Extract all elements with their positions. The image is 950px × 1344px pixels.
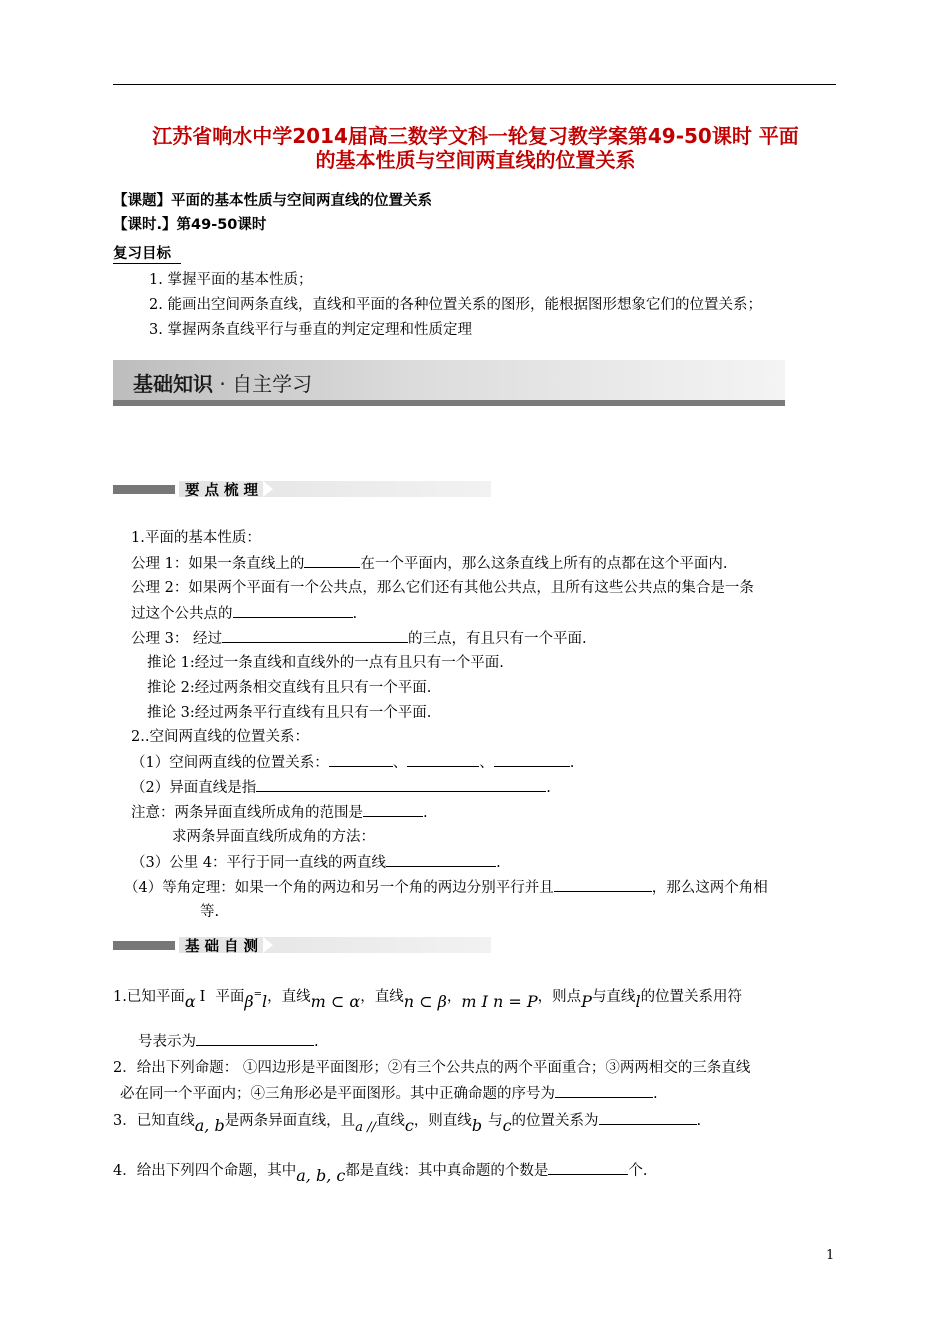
section-heading-self-test [113,937,491,953]
q1-p6: ，则点 [537,989,582,1005]
q1-eq: = [253,989,263,1000]
sep-2: 、 [479,755,494,771]
q1-p2: 平面 [215,989,245,1005]
topic-line [113,191,432,211]
q1-p1: 1.已知平面 [113,989,185,1005]
q1-p8: 的位置关系用符 [640,989,743,1005]
section-banner [113,360,785,406]
q4-abc: a, b, c [296,1166,346,1185]
q1-n-sub: n ⊂ β [403,992,447,1011]
review-goals-heading: 复习目标 [113,246,171,262]
q3-p6: 的位置关系为 [511,1113,599,1129]
blank-skew[interactable] [256,777,546,792]
goal-item-1: 1. 掌握平面的基本性质； [149,272,313,288]
period-label: 【课时.】 [113,217,177,233]
s1-relations [131,752,574,773]
q3-p1: 3．已知直线 [113,1113,195,1129]
page-number: 1 [826,1248,835,1263]
blank-q4[interactable] [548,1160,628,1175]
s1-line-1: 1.平面的基本性质： [131,530,261,546]
axiom2-end: . [352,606,358,622]
blank-relation-1[interactable] [329,752,393,767]
heading-underline [113,263,181,264]
question-3 [113,1110,702,1135]
axiom4-a: （3）公里 4：平行于同一直线的两直线 [131,855,387,871]
top-rule [113,84,836,85]
q3-c: c [404,1116,414,1135]
q1-end: . [314,1034,319,1050]
note-a: 注意：两条异面直线所成角的范围是 [131,805,363,821]
topic-text: 平面的基本性质与空间两直线的位置关系 [171,193,432,209]
q1-line2: 号表示为 [138,1034,196,1050]
q3-p5: 与 [488,1113,503,1129]
blank-q1[interactable] [196,1031,314,1046]
s1-axiom-2-cont [131,603,357,624]
title-line-2: 的基本性质与空间两直线的位置关系 [315,148,636,172]
q1-m-sub: m ⊂ α [310,992,361,1011]
key-points-title: 要点梳理 [185,483,263,499]
period-text: 第49-50课时 [176,217,267,233]
q4-p1: 4．给出下列四个命题，其中 [113,1163,297,1179]
document-title [113,124,838,172]
period-line [113,215,266,235]
q3-p4: ，则直线 [413,1113,472,1129]
blank-equal-angle[interactable] [554,877,652,892]
q3-apar: a // [355,1120,376,1135]
skew-a: （2）异面直线是指 [131,780,257,796]
blank-q3[interactable] [599,1110,697,1125]
relations-a: （1）空间两直线的位置关系： [131,755,329,771]
banner-dot: · [213,372,233,396]
axiom2-a: 过这个公共点的 [131,606,233,622]
blank-relation-2[interactable] [407,752,479,767]
q2-line2: 必在同一个平面内；④三角形必是平面图形。其中正确命题的序号为 [120,1086,555,1102]
q2-end: . [653,1086,658,1102]
relations-end: . [569,755,575,771]
corollary-1: 推论 1:经过一条直线和直线外的一点有且只有一个平面. [147,655,504,671]
s1-line-2: 2..空间两直线的位置关系： [131,729,309,745]
goal-item-3: 3. 掌握两条直线平行与垂直的判定定理和性质定理 [149,322,472,338]
q1-p7: 与直线 [591,989,636,1005]
q1-P: P [581,992,592,1011]
s1-skew-def [131,777,551,798]
q1-p3: ，直线 [267,989,311,1005]
corollary-3: 推论 3:经过两条平行直线有且只有一个平面. [147,705,432,721]
blank-axiom3[interactable] [222,628,408,643]
s1-equal-angle-cont: 等. [200,904,220,920]
q1-p4: ，直线 [360,989,404,1005]
q4-p2: 都是直线：其中真命题的个数是 [345,1163,549,1179]
section-heading-key-points [113,481,491,497]
q3-ab: a, b [194,1116,225,1135]
question-4 [113,1160,648,1185]
axiom4-end: . [496,855,501,871]
q1-mn: m I n = P [461,992,538,1011]
question-2-cont [120,1083,658,1104]
q1-p5: ， [446,989,462,1005]
s1-method: 求两条异面直线所成角的方法： [172,829,375,845]
blank-angle-range[interactable] [363,802,423,817]
sep-1: 、 [392,755,408,771]
goal-item-2: 2. 能画出空间两条直线，直线和平面的各种位置关系的图形，能根据图形想象它们的位置关系； [149,297,762,313]
q3-p2: 是两条异面直线，且 [224,1113,356,1129]
q1-cap: I [199,989,206,1005]
s1-equal-angle [124,877,768,898]
skew-end: . [546,780,551,796]
q1-beta: β [244,992,254,1011]
q4-end: 个. [628,1163,648,1179]
equal-angle-a: （4）等角定理：如果一个角的两边和另一个角的两边分别平行并且 [124,880,554,896]
question-1-cont [138,1031,319,1052]
blank-relation-3[interactable] [494,752,570,767]
topic-label: 【课题】 [113,193,171,209]
q1-alpha: α [184,992,196,1011]
self-test-title: 基础自测 [185,939,263,955]
q3-b: b [471,1116,483,1135]
title-line-1: 江苏省响水中学2014届高三数学文科一轮复习教学案第49-50课时 平面 [152,124,799,148]
banner-main: 基础知识 [133,372,213,396]
equal-angle-b: ，那么这两个角相 [651,880,768,896]
blank-axiom2[interactable] [233,603,353,618]
s1-note [131,802,428,823]
blank-axiom4[interactable] [386,852,496,867]
axiom1-a: 公理 1：如果一条直线上的 [131,556,305,572]
q3-end: . [696,1113,702,1129]
s1-axiom-3 [131,628,587,649]
corollary-2: 推论 2:经过两条相交直线有且只有一个平面. [147,680,432,696]
s1-axiom-2: 公理 2：如果两个平面有一个公共点，那么它们还有其他公共点，且所有这些公共点的集合是一条 [131,580,754,596]
s1-axiom-1 [131,553,727,574]
blank-axiom1[interactable] [304,553,360,568]
s1-axiom-4 [131,852,501,873]
blank-q2[interactable] [555,1083,653,1098]
question-1 [113,986,742,1009]
axiom3-b: 的三点，有且只有一个平面. [407,631,587,647]
q1-l: l [262,992,268,1011]
q3-p3: 直线 [375,1113,405,1129]
q3-c2: c [502,1116,512,1135]
note-end: . [423,805,428,821]
q1-l2: l [635,992,641,1011]
axiom3-a: 公理 3： 经过 [131,631,222,647]
axiom1-b: 在一个平面内，那么这条直线上所有的点都在这个平面内. [360,556,728,572]
banner-sub: 自主学习 [232,372,313,396]
question-2: 2．给出下列命题： ①四边形是平面图形；②有三个公共点的两个平面重合；③两两相交的三条直线 [113,1060,751,1076]
